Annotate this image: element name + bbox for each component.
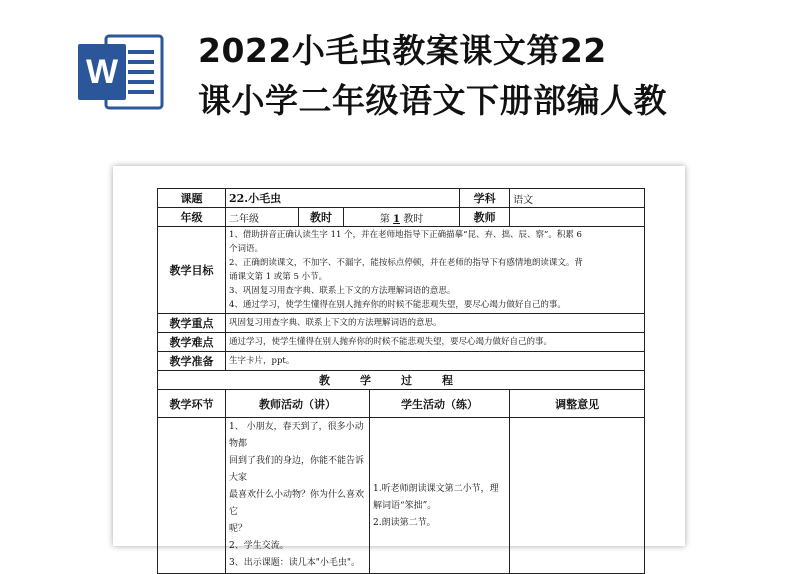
subject-value: 语文: [510, 189, 645, 208]
hours-label: 教时: [299, 208, 344, 227]
column-header-stage: 教学环节: [158, 390, 226, 418]
row-topic: [158, 189, 645, 208]
topic-label: 课题: [158, 189, 226, 208]
goals-value: [226, 227, 645, 314]
process-title: 教学过程: [158, 371, 645, 390]
stage-cell: [158, 418, 226, 574]
teacher-value: [510, 208, 645, 227]
page-title: [198, 26, 788, 126]
teacher-line: 最喜欢什么小动物？你为什么喜欢它: [229, 490, 365, 517]
row-process-content: [158, 418, 645, 574]
subject-label: 学科: [460, 189, 510, 208]
hours-value: [344, 208, 460, 227]
row-difficulty: [158, 333, 645, 352]
key-point-value: 巩固复习用查字典、联系上下文的方法理解词语的意思。: [226, 314, 645, 333]
column-header-teacher: 教师活动（讲）: [226, 390, 370, 418]
teacher-line: 3、出示课题：读几本"小毛虫"。: [229, 558, 361, 568]
difficulty-label: 教学难点: [158, 333, 226, 352]
student-activity-cell: [370, 418, 510, 574]
document-page: [113, 166, 685, 568]
title-line-2: 课小学二年级语文下册部编人教: [198, 81, 667, 120]
topic-value: 22.小毛虫: [226, 189, 460, 208]
row-grade: [158, 208, 645, 227]
goal-line: 4、通过学习，使学生懂得在别人抛弃你的时候不能悲观失望，要尽心竭力做好自己的事。: [229, 300, 566, 310]
teacher-line: 呢？: [229, 524, 248, 534]
preparation-value: 生字卡片，ppt。: [226, 352, 645, 371]
goal-line: 诵课文第 1 或第 5 小节。: [229, 272, 328, 282]
row-column-headers: [158, 390, 645, 418]
student-line: 2.朗读第二节。: [373, 517, 436, 528]
grade-label: 年级: [158, 208, 226, 227]
word-icon-letter: W: [85, 53, 119, 91]
row-process-title: [158, 371, 645, 390]
student-line: 1.听老师朗读课文第二小节，理: [373, 483, 499, 494]
teacher-line: 1、 小朋友，春天到了，很多小动物都: [229, 422, 364, 449]
row-goals: [158, 227, 645, 314]
column-header-student: 学生活动（练）: [370, 390, 510, 418]
goals-label: 教学目标: [158, 227, 226, 314]
teacher-activity-cell: [226, 418, 370, 574]
teacher-label: 教师: [460, 208, 510, 227]
goal-line: 2、正确朗读课文，不加字、不漏字，能按标点停顿，并在老师的指导下有感情地朗读课文。背: [229, 258, 583, 268]
key-point-label: 教学重点: [158, 314, 226, 333]
hours-suffix: 教时: [403, 213, 424, 225]
goal-line: 1、借助拼音正确认读生字 11 个，并在老师地指导下正确描摹“昆、弃、拙、辰、察”。积累 6: [229, 230, 582, 240]
word-icon: [76, 30, 166, 114]
adjust-cell: [510, 418, 645, 574]
hours-prefix: 第: [379, 213, 390, 225]
difficulty-value: 通过学习，使学生懂得在别人抛弃你的时候不能悲观失望，要尽心竭力做好自己的事。: [226, 333, 645, 352]
row-key-point: [158, 314, 645, 333]
column-header-adjust: 调整意见: [510, 390, 645, 418]
goal-line: 个词语。: [229, 244, 264, 254]
student-line: 解词语“笨拙”。: [373, 500, 437, 511]
row-preparation: [158, 352, 645, 371]
title-line-1: 2022小毛虫教案课文第22: [198, 31, 607, 70]
preparation-label: 教学准备: [158, 352, 226, 371]
header-banner: [0, 0, 800, 150]
lesson-plan-table: [157, 188, 645, 574]
goal-line: 3、巩固复习用查字典、联系上下文的方法理解词语的意思。: [229, 286, 456, 296]
teacher-line: 回到了我们的身边，你能不能告诉大家: [229, 456, 365, 483]
teacher-line: 2、学生交流。: [229, 541, 289, 551]
grade-value: 二年级: [226, 208, 299, 227]
hours-number: 1: [393, 213, 401, 225]
